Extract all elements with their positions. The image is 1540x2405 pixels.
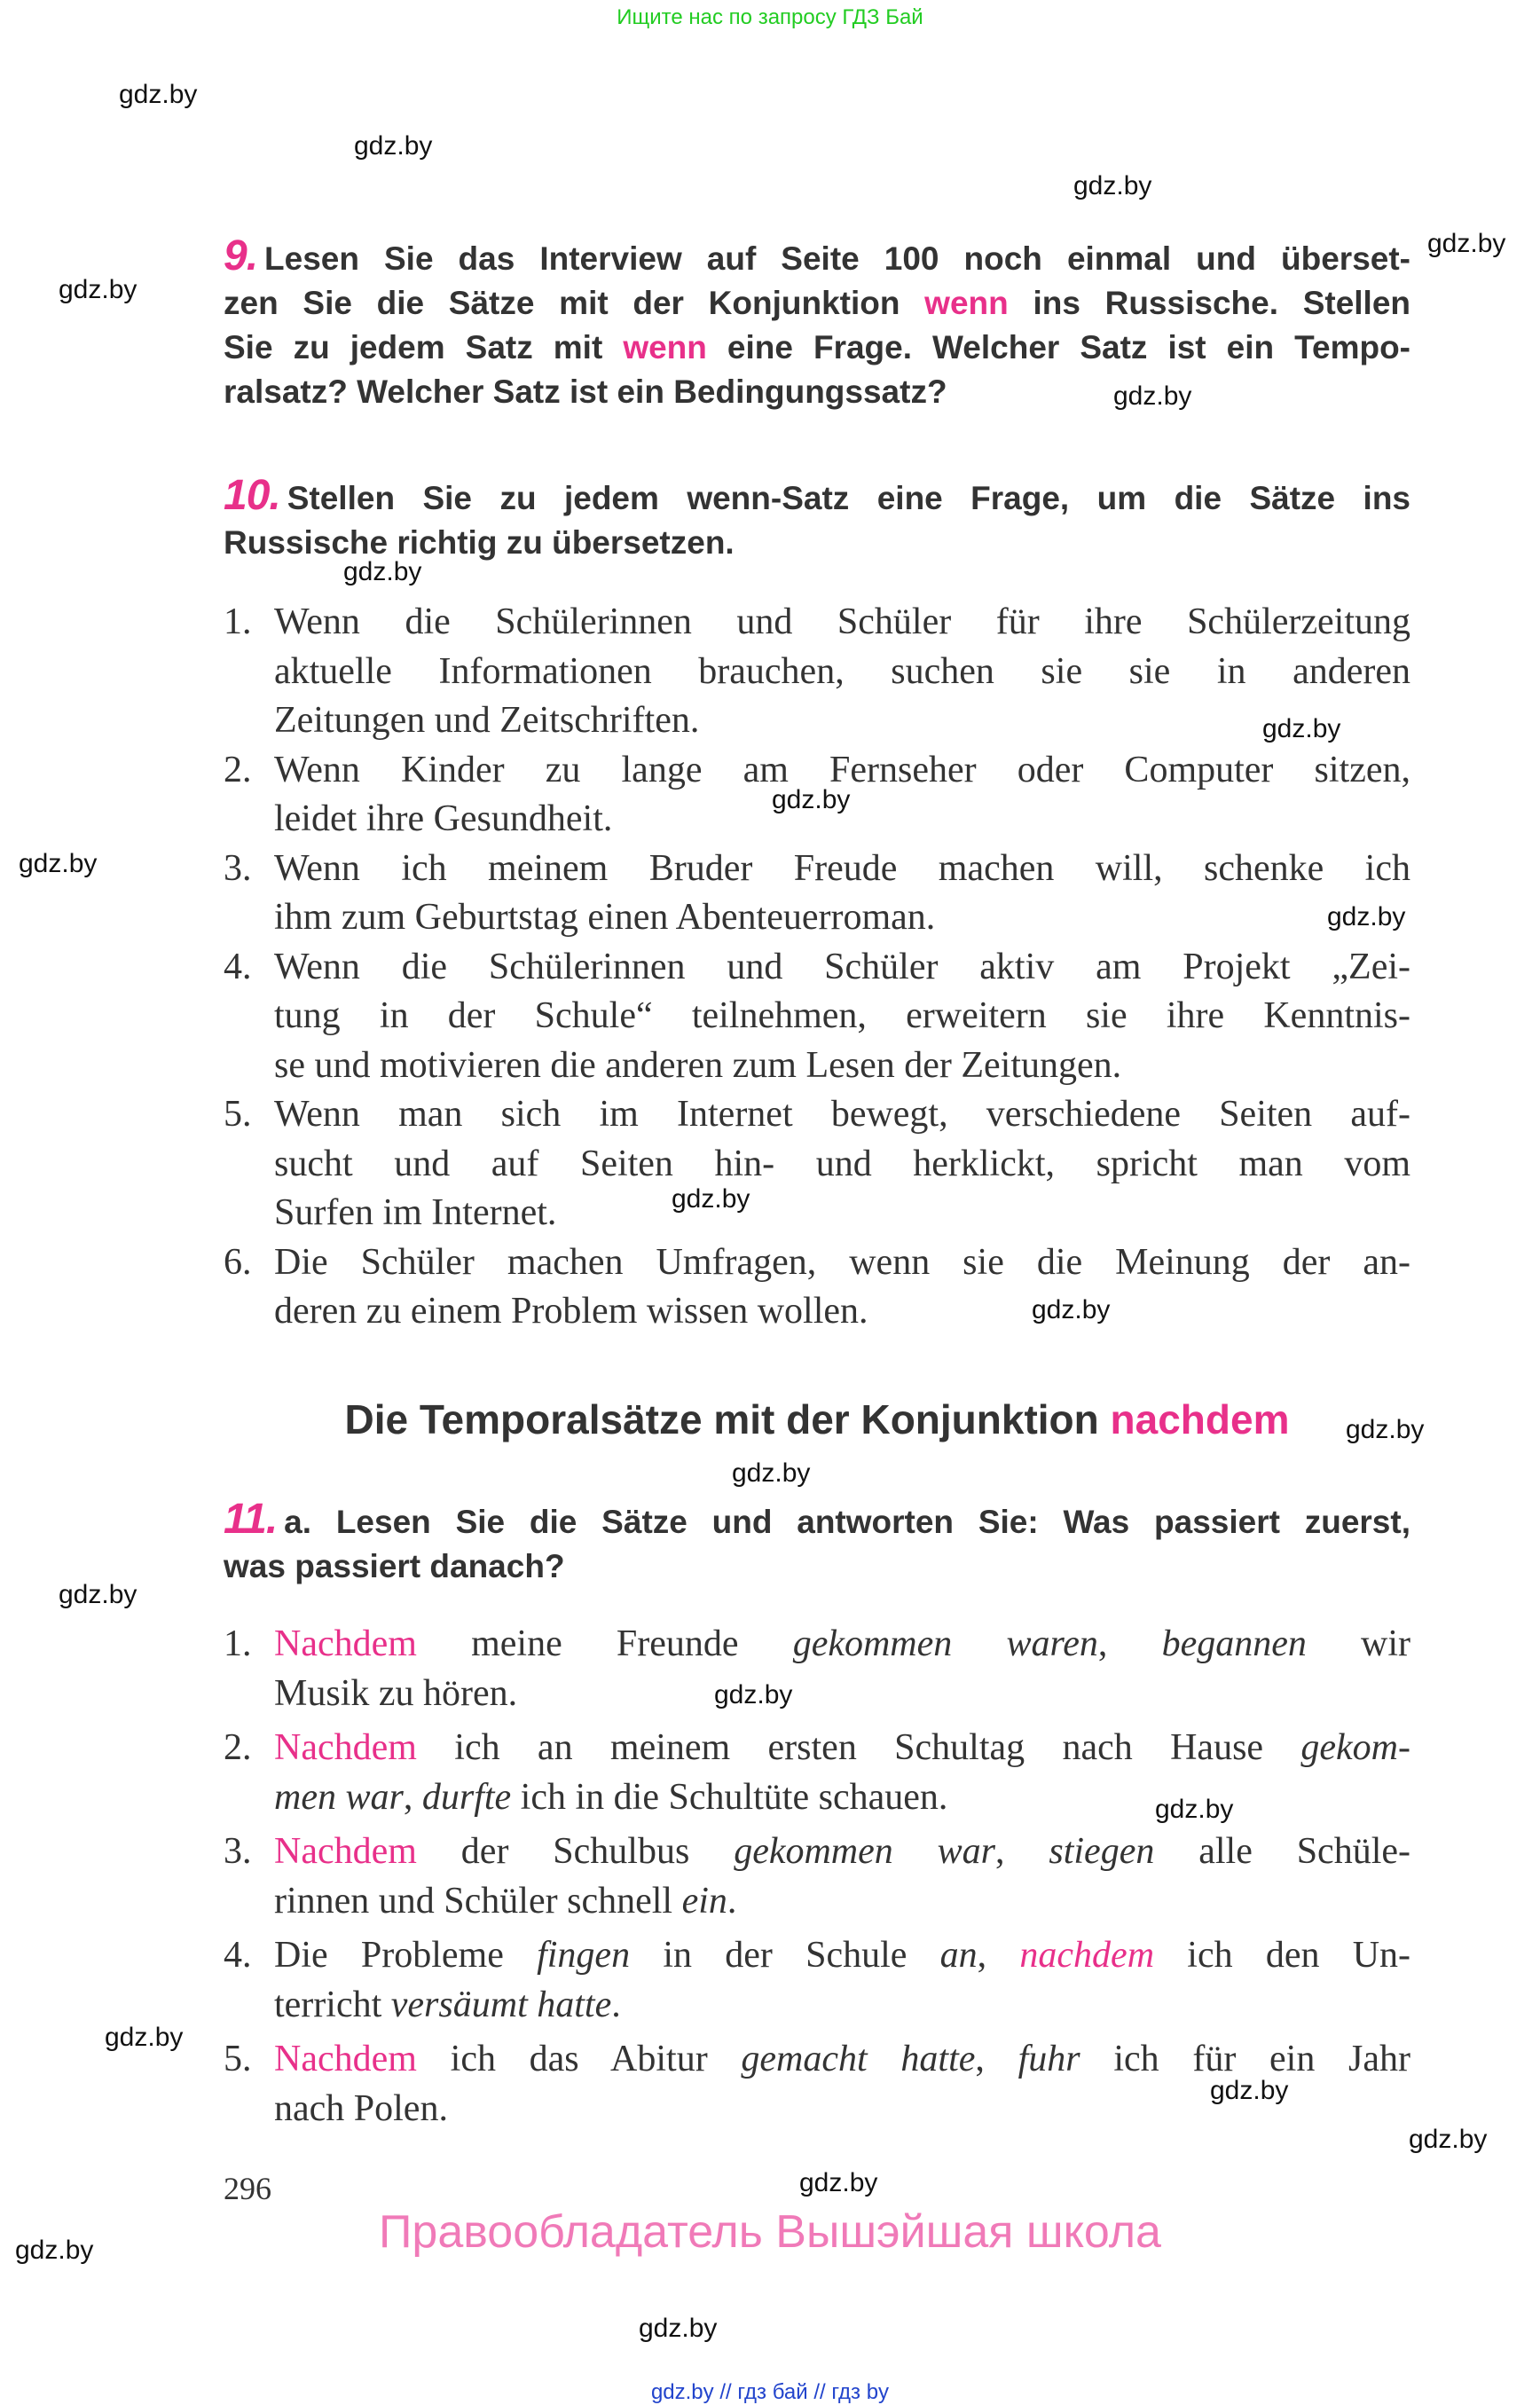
task-number: 9.: [224, 232, 258, 279]
text-segment: ich das Abitur: [416, 2039, 742, 2079]
text-segment: in der Schule: [630, 1935, 940, 1976]
text-line: [274, 598, 1410, 648]
watermark-text: gdz.by: [59, 1580, 138, 1609]
watermark-text: gdz.by: [714, 1680, 793, 1709]
italic-text: gekommen waren: [792, 1623, 1098, 1664]
item-number: 1.: [224, 601, 252, 642]
text-line: [274, 1877, 1410, 1927]
italic-text: ein: [681, 1880, 727, 1922]
text-segment: zen Sie die Sätze mit der Konjunktion: [224, 285, 925, 321]
item-number: 5.: [224, 2039, 252, 2079]
text-line: [224, 370, 1410, 414]
top-search-note: Ищите нас по запросу ГДЗ Бай: [617, 5, 923, 29]
text-segment: ralsatz? Welcher Satz ist ein Bedingungssatz?: [224, 373, 947, 410]
list-item: [224, 1238, 1410, 1337]
text-line: [274, 845, 1410, 894]
text-segment: leidet ihre Gesundheit.: [274, 798, 613, 839]
list-item: [224, 943, 1410, 1091]
watermark-text: gdz.by: [1210, 2076, 1289, 2105]
text-segment: ,: [977, 1935, 1020, 1976]
text-line: [224, 1544, 1410, 1589]
text-line: [274, 1238, 1410, 1288]
watermark-text: gdz.by: [1346, 1415, 1425, 1444]
item-number: 6.: [224, 1241, 252, 1283]
task-number: 11.: [224, 1496, 278, 1543]
text-segment: alle Schüle-: [1154, 1831, 1410, 1872]
item-number: 1.: [224, 1623, 252, 1664]
text-segment: ich an meinem ersten Schultag nach Hause: [416, 1727, 1301, 1768]
watermark-text: gdz.by: [1032, 1295, 1111, 1324]
task-number: 10.: [224, 472, 280, 519]
watermark-text: gdz.by: [1262, 714, 1341, 743]
text-line: [274, 1140, 1410, 1190]
heading-text: Die Temporalsätze mit der Konjunktion: [344, 1396, 1111, 1442]
footer-separator: //: [813, 2380, 826, 2404]
highlighted-keyword: Nachdem: [274, 1727, 417, 1768]
text-segment: Wenn die Schülerinnen und Schüler für ihre Schülerzeitung: [274, 601, 1410, 642]
text-segment: Wenn Kinder zu lange am Fernseher oder Computer sitzen,: [274, 749, 1410, 790]
footer-separator: //: [719, 2380, 732, 2404]
text-line: [224, 234, 1410, 281]
task-9: [224, 234, 1410, 414]
watermark-text: gdz.by: [672, 1184, 750, 1214]
page-number: 296: [224, 2171, 271, 2206]
footer-link-gdz-by[interactable]: gdz.by: [650, 2380, 714, 2404]
italic-text: gemacht hatte: [741, 2039, 976, 2079]
footer-link-gdz-by-cyr[interactable]: гдз by: [831, 2380, 890, 2404]
text-segment: ,: [995, 1831, 1049, 1872]
watermark-text: gdz.by: [1073, 171, 1152, 200]
text-line: [274, 1827, 1410, 1877]
highlighted-keyword: wenn: [623, 329, 707, 365]
list-item: [224, 1620, 1410, 1718]
text-line: [274, 1620, 1410, 1670]
text-segment: Die Schüler machen Umfragen, wenn sie die Meinung der an-: [274, 1241, 1410, 1283]
text-segment: ich den Un-: [1154, 1935, 1411, 1976]
text-segment: sucht und auf Seiten hin- und herklickt, spricht man vom: [274, 1143, 1410, 1184]
heading-keyword: nachdem: [1110, 1396, 1290, 1442]
text-line: [224, 281, 1410, 326]
text-segment: Wenn ich meinem Bruder Freude machen will, schenke ich: [274, 847, 1410, 889]
text-line: [274, 1724, 1410, 1773]
text-segment: ich für ein Jahr: [1080, 2039, 1411, 2079]
list-item: [224, 598, 1410, 746]
italic-text: versäumt hatte: [390, 1984, 612, 2025]
highlighted-keyword: Nachdem: [274, 1831, 417, 1872]
text-segment: se und motivieren die anderen zum Lesen der Zeitungen.: [274, 1044, 1122, 1086]
watermark-text: gdz.by: [15, 2236, 94, 2265]
text-line: [274, 1670, 1410, 1719]
italic-text: fingen: [537, 1935, 631, 1976]
text-segment: der Schulbus: [416, 1831, 735, 1872]
text-segment: Russische richtig zu übersetzen.: [224, 524, 735, 561]
section-heading: [224, 1395, 1410, 1444]
text-segment: ,: [403, 1776, 422, 1818]
highlighted-keyword: Nachdem: [274, 2039, 417, 2079]
text-line: [224, 474, 1410, 521]
text-segment: Wenn man sich im Internet bewegt, verschiedene Seiten auf-: [274, 1094, 1410, 1135]
text-line: [274, 992, 1410, 1041]
highlighted-keyword: Nachdem: [274, 1623, 417, 1664]
task-11-sentence-list: [224, 1620, 1410, 2139]
watermark-text: gdz.by: [1327, 902, 1406, 931]
text-segment: eine Frage. Welcher Satz ist ein Tempo-: [706, 329, 1410, 365]
text-line: [274, 1287, 1410, 1337]
text-segment: .: [611, 1984, 621, 2025]
watermark-text: gdz.by: [1427, 229, 1506, 258]
watermark-text: gdz.by: [105, 2023, 184, 2052]
watermark-text: gdz.by: [59, 275, 138, 304]
text-segment: meine Freunde: [416, 1623, 793, 1664]
watermark-text: gdz.by: [119, 80, 198, 109]
text-segment: Stellen Sie zu jedem wenn-Satz eine Frage, um die Sätze ins: [287, 480, 1410, 516]
text-segment: deren zu einem Problem wissen wollen.: [274, 1291, 868, 1332]
text-segment: was passiert danach?: [224, 1548, 565, 1584]
item-number: 4.: [224, 1935, 252, 1976]
italic-text: stiegen: [1049, 1831, 1155, 1872]
item-number: 2.: [224, 1727, 252, 1768]
text-segment: ins Russische. Stellen: [1008, 285, 1411, 321]
list-item: [224, 1827, 1410, 1926]
text-segment: tung in der Schule“ teilnehmen, erweitern sie ihre Kenntnis-: [274, 995, 1410, 1036]
text-segment: ,: [1097, 1623, 1162, 1664]
text-segment: Musik zu hören.: [274, 1672, 518, 1714]
text-line: [224, 326, 1410, 370]
text-segment: Surfen im Internet.: [274, 1192, 557, 1233]
text-segment: ihm zum Geburtstag einen Abenteuerroman.: [274, 897, 936, 938]
watermark-text: gdz.by: [772, 785, 851, 814]
italic-text: gekommen war: [734, 1831, 995, 1872]
task-10-sentence-list: [224, 598, 1410, 1337]
watermark-text: gdz.by: [343, 557, 422, 586]
italic-text: men war: [274, 1776, 404, 1818]
copyright-notice: Правообладатель Вышэйшая школа: [379, 2206, 1161, 2258]
task-11: [224, 1497, 1410, 1589]
italic-text: durfte: [421, 1776, 512, 1818]
task-10: [224, 474, 1410, 565]
italic-text: gekom-: [1300, 1727, 1410, 1768]
watermark-text: gdz.by: [799, 2168, 878, 2197]
item-number: 3.: [224, 1831, 252, 1872]
watermark-text: gdz.by: [19, 849, 98, 878]
text-line: [274, 1931, 1410, 1981]
list-item: [224, 1090, 1410, 1238]
watermark-text: gdz.by: [732, 1458, 811, 1488]
text-segment: Lesen Sie das Interview auf Seite 100 noch einmal und überset-: [264, 240, 1410, 277]
text-segment: Die Probleme: [274, 1935, 538, 1976]
text-line: [274, 1773, 1410, 1823]
footer-links: [0, 2380, 1540, 2405]
text-line: [224, 1497, 1410, 1544]
text-segment: rinnen und Schüler schnell: [274, 1880, 682, 1922]
item-number: 5.: [224, 1094, 252, 1135]
text-line: [274, 1090, 1410, 1140]
italic-text: fuhr: [1018, 2039, 1080, 2079]
text-segment: nach Polen.: [274, 2087, 448, 2129]
item-number: 2.: [224, 749, 252, 790]
text-segment: aktuelle Informationen brauchen, suchen sie sie in anderen: [274, 650, 1410, 692]
text-line: [274, 1041, 1410, 1091]
text-line: [274, 893, 1410, 943]
text-segment: .: [727, 1880, 737, 1922]
text-line: [274, 1189, 1410, 1238]
watermark-text: gdz.by: [354, 131, 433, 161]
italic-text: an: [939, 1935, 978, 1976]
text-segment: Sie zu jedem Satz mit: [224, 329, 624, 365]
watermark-text: gdz.by: [639, 2314, 718, 2343]
text-segment: Zeitungen und Zeitschriften.: [274, 700, 700, 741]
text-segment: ich in die Schultüte schauen.: [511, 1776, 948, 1818]
text-line: [274, 943, 1410, 993]
list-item: [224, 1931, 1410, 2030]
list-item: [224, 845, 1410, 943]
item-number: 4.: [224, 946, 252, 987]
italic-text: begannen: [1161, 1623, 1307, 1664]
text-segment: wir: [1306, 1623, 1411, 1664]
item-number: 3.: [224, 847, 252, 889]
footer-link-gdz-bai[interactable]: гдз бай: [737, 2380, 808, 2404]
text-segment: a. Lesen Sie die Sätze und antworten Sie: Was passiert zuerst,: [284, 1504, 1410, 1540]
watermark-text: gdz.by: [1155, 1795, 1234, 1824]
text-segment: terricht: [274, 1984, 391, 2025]
text-line: [274, 696, 1410, 746]
text-segment: ,: [975, 2039, 1018, 2079]
text-segment: Wenn die Schülerinnen und Schüler aktiv am Projekt „Zei-: [274, 946, 1410, 987]
highlighted-keyword: wenn: [924, 285, 1009, 321]
watermark-text: gdz.by: [1113, 381, 1192, 411]
watermark-text: gdz.by: [1409, 2125, 1488, 2154]
text-line: [274, 648, 1410, 697]
highlighted-keyword: nachdem: [1019, 1935, 1155, 1976]
text-line: [274, 1981, 1410, 2031]
